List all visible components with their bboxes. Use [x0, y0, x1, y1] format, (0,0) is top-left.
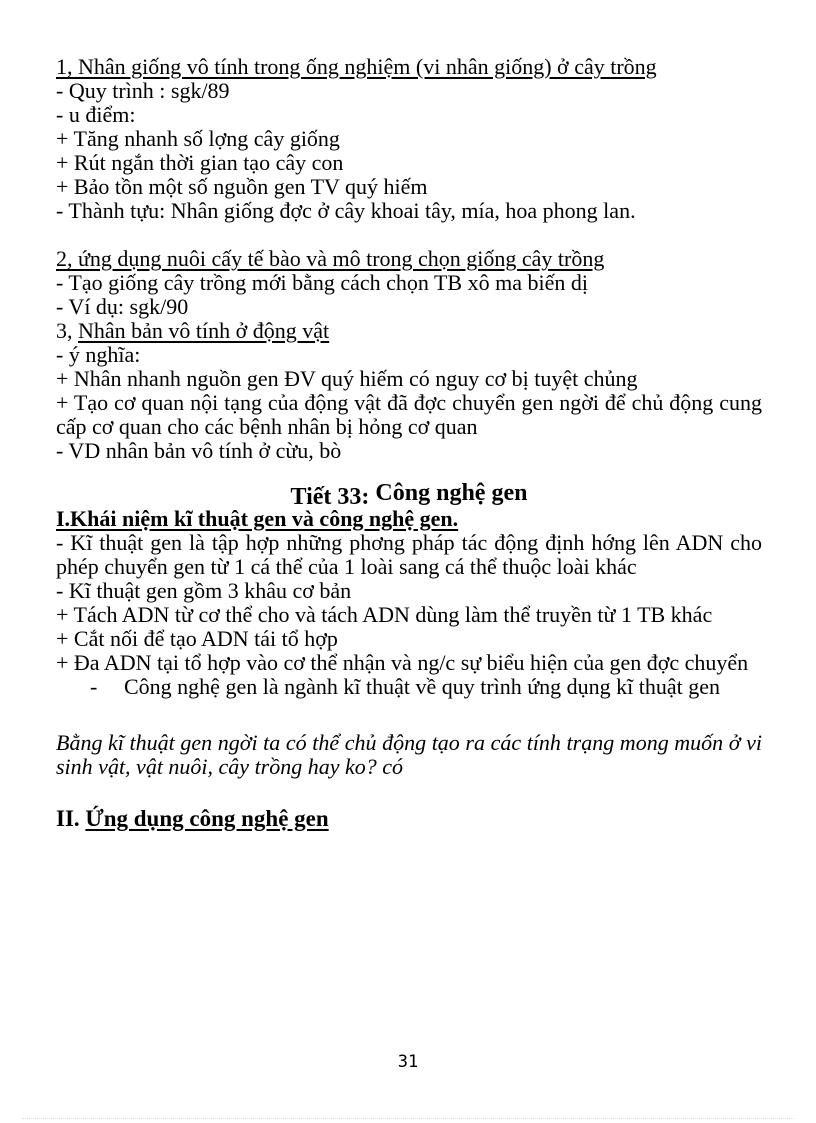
- bullet-dash: -: [90, 674, 98, 699]
- p1-line: - Kĩ thuật gen là tập hợp những phơng pháp tác động định hớng lên ADN cho phép chuyển gen từ 1 cá thể của 1 loài sang cá thể thuộc loài khác: [56, 530, 762, 579]
- s3-line: - ý nghĩa:: [56, 342, 141, 367]
- part-2-prefix: II.: [56, 806, 86, 831]
- p1-line: + Cắt nối để tạo ADN tái tổ hợp: [56, 626, 338, 651]
- p1-line: + Đa ADN tại tổ hợp vào cơ thể nhận và ng/c sự biểu hiện của gen đợc chuyển: [56, 650, 749, 675]
- lesson-title: [56, 479, 762, 510]
- document-page: [56, 55, 762, 831]
- s2-line: - Tạo giống cây trồng mới bằng cách chọn TB xô ma biến dị: [56, 270, 588, 295]
- section-1-heading: 1, Nhân giống vô tính trong ống nghiệm (vi nhân giống) ở cây trồng: [56, 54, 657, 79]
- section-3-prefix: 3,: [56, 318, 78, 343]
- section-2-heading: 2, ứng dụng nuôi cấy tế bào và mô trong chọn giống cây trồng: [56, 246, 605, 271]
- part-2-heading: [56, 807, 762, 831]
- lesson-name: Công nghệ gen: [375, 480, 528, 506]
- p1-line: + Tách ADN từ cơ thể cho và tách ADN dùng làm thể truyền từ 1 TB khác: [56, 602, 713, 627]
- s3-line: + Nhân nhanh nguồn gen ĐV quý hiếm có nguy cơ bị tuyệt chủng: [56, 366, 638, 391]
- page-number: 31: [397, 1052, 419, 1072]
- s3-line: - VD nhân bản vô tính ở cừu, bò: [56, 438, 342, 463]
- s1-line: + Rút ngắn thời gian tạo cây con: [56, 150, 344, 175]
- s2-line: - Ví dụ: sgk/90: [56, 294, 189, 319]
- lesson-number: Tiết 33:: [290, 484, 370, 510]
- bullet-text: Công nghệ gen là ngành kĩ thuật về quy trình ứng dụng kĩ thuật gen: [124, 674, 721, 699]
- s3-line: + Tạo cơ quan nội tạng của động vật đã đợc chuyển gen ngời để chủ động cung cấp cơ quan cho các bệnh nhân bị hỏng cơ quan: [56, 390, 762, 439]
- s1-line: + Bảo tồn một số nguồn gen TV quý hiếm: [56, 174, 428, 199]
- section-3-heading: [56, 319, 762, 343]
- s1-line: - Thành tựu: Nhân giống đợc ở cây khoai tây, mía, hoa phong lan.: [56, 198, 636, 223]
- s1-line: - u điểm:: [56, 102, 136, 127]
- question-text: Bằng kĩ thuật gen ngời ta có thể chủ động tạo ra các tính trạng mong muốn ở vi sinh vật, vật nuôi, cây trồng hay ko? có: [56, 730, 762, 779]
- s1-line: - Quy trình : sgk/89: [56, 78, 230, 103]
- bullet-item: [56, 675, 762, 699]
- p1-line: - Kĩ thuật gen gồm 3 khâu cơ bản: [56, 578, 352, 603]
- part-2-title: Ứng dụng công nghệ gen: [85, 806, 329, 831]
- footer-divider: [22, 1118, 794, 1119]
- section-3-title: Nhân bản vô tính ở động vật: [78, 318, 330, 343]
- s1-line: + Tăng nhanh số lợng cây giống: [56, 126, 340, 151]
- part-1-heading: I.Khái niệm kĩ thuật gen và công nghệ gen.: [56, 506, 459, 531]
